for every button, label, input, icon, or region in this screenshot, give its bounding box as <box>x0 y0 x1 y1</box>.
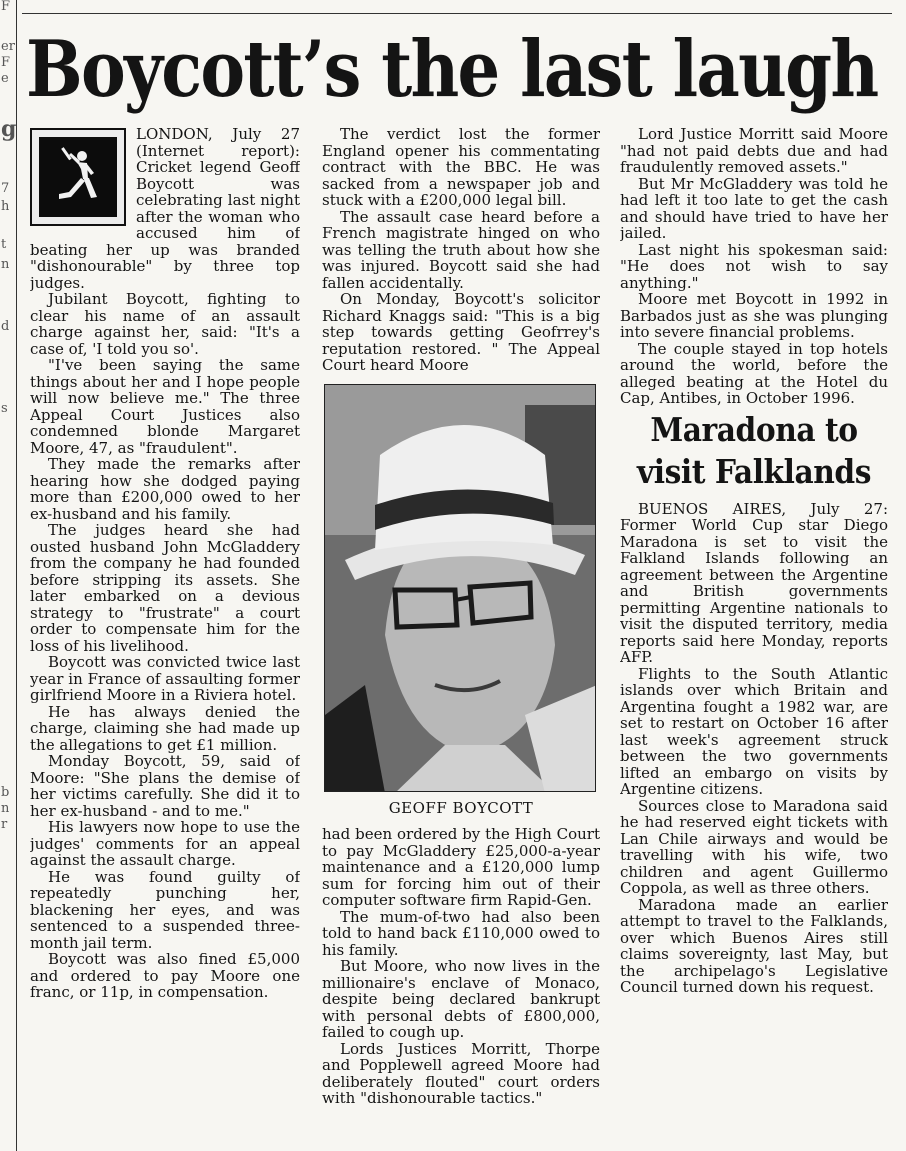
article-column-3 <box>620 126 888 1142</box>
headline: Boycott’s the last laugh <box>26 24 878 115</box>
second-story-paragraph: BUENOS AIRES, July 27: Former World Cup star Diego Maradona is set to visit the Falkland Islands following an agreement between the Argentine and British governments permitting Argentine nationals to visit the disputed territory, media reports said here Monday, reports AFP. <box>620 499 888 666</box>
story-paragraph: His lawyers now hope to use the judges' comments for an appeal against the assault charge. <box>30 818 300 869</box>
cricket-batsman-icon <box>47 145 109 209</box>
story-paragraph: Monday Boycott, 59, said of Moore: "She plans the demise of her victims carefully. She did it to her ex-husband - and to me." <box>30 752 300 820</box>
story-paragraph: Jubilant Boycott, fighting to clear his name of an assault charge against her, said: "It's a case of, 'I told you so'. <box>30 290 300 358</box>
story-paragraph: Boycott was also fined £5,000 and ordered to pay Moore one franc, or 11p, in compensation. <box>30 950 300 1001</box>
story-paragraph: But Moore, who now lives in the millionaire's enclave of Monaco, despite being declared bankrupt with personal debts of £800,000, failed to cough up. <box>322 957 600 1041</box>
edge-fragment: b <box>1 785 10 800</box>
story-paragraph: On Monday, Boycott's solicitor Richard Knaggs said: "This is a big step towards getting Geofrrey's reputation restored. " The Appeal Court heard Moore <box>322 290 600 374</box>
story-paragraph: The couple stayed in top hotels around the world, before the alleged beating at the Hotel du Cap, Antibes, in October 1996. <box>620 339 888 407</box>
story-paragraph: Lords Justices Morritt, Thorpe and Popplewell agreed Moore had deliberately flouted" court orders with "dishonourable tactics." <box>322 1039 600 1107</box>
boycott-photo <box>324 384 596 792</box>
story-paragraph: The verdict lost the former England opener his commentating contract with the BBC. He was sacked from a newspaper job and stuck with a £200,000 legal bill. <box>322 126 600 209</box>
story-paragraph: He has always denied the charge, claiming she had made up the allegations to get £1 million. <box>30 702 300 754</box>
story-paragraph: Last night his spokesman said: "He does not wish to say anything." <box>620 240 888 292</box>
second-story-headline: Maradona to visit Falklands <box>636 409 872 491</box>
article-column-1 <box>30 126 300 1142</box>
story-paragraph: Lord Justice Morritt said Moore "had not paid debts due and had fraudulently removed assets." <box>620 126 888 176</box>
portrait-image <box>325 385 596 792</box>
story-paragraph: LONDON, July 27 (Internet report): Cricket legend Geoff Boycott was celebrating last night after the woman who accused him of beating her up was branded "dishonourable" by three top judges. <box>30 126 300 292</box>
story-paragraph: They made the remarks after hearing how she dodged paying more than £200,000 owed to her ex-husband and his family. <box>30 455 300 523</box>
story-paragraph: had been ordered by the High Court to pay McGladdery £25,000-a-year maintenance and a £120,000 lump sum for forcing him out of their computer software firm Rapid-Gen. <box>322 825 600 909</box>
edge-fragment: r <box>1 817 8 832</box>
story-paragraph: The mum-of-two had also been told to hand back £110,000 owed to his family. <box>322 907 600 959</box>
edge-fragment: F <box>1 0 11 14</box>
edge-fragment: s <box>1 401 8 416</box>
edge-fragment: d <box>1 319 10 334</box>
story-paragraph: He was found guilty of repeatedly punching her, blackening her eyes, and was sentenced to a suspended three-month jail term. <box>30 867 300 952</box>
photo-caption: GEOFF BOYCOTT <box>388 798 534 817</box>
edge-fragment: g <box>1 116 17 142</box>
edge-fragment: F <box>1 55 11 70</box>
article-column-2 <box>322 126 600 1142</box>
second-story-paragraph: Sources close to Maradona said he had reserved eight tickets with Lan Chile airways and would be travelling with his wife, two children and agent Guillermo Coppola, as well as three others. <box>620 796 888 897</box>
story-paragraph: Moore met Boycott in 1992 in Barbados just as she was plunging into severe financial problems. <box>620 290 888 341</box>
second-story-paragraph: Maradona made an earlier attempt to travel to the Falklands, over which Buenos Aires still claims sovereignty, last May, but the archipelago's Legislative Council turned down his request. <box>620 895 888 996</box>
edge-fragment: n <box>1 257 10 272</box>
adjacent-page-edge <box>0 0 17 1151</box>
edge-fragment: n <box>1 801 10 816</box>
edge-fragment: t <box>1 237 7 252</box>
second-story-paragraph: Flights to the South Atlantic islands over which Britain and Argentina fought a 1982 war, are set to restart on October 16 after last week's agreement struck between the two governments lifted an embargo on visits by Argentine citizens. <box>620 664 888 798</box>
cricket-logo <box>30 128 126 226</box>
edge-fragment: 7 <box>1 181 10 196</box>
edge-fragment: er <box>1 39 15 54</box>
edge-fragment: h <box>1 199 10 214</box>
story-paragraph: Boycott was convicted twice last year in France of assaulting former girlfriend Moore in a Riviera hotel. <box>30 653 300 704</box>
story-paragraph: "I've been saying the same things about her and I hope people will now believe me." The three Appeal Court Justices also condemned blonde Margaret Moore, 47, as "fraudulent". <box>30 356 300 457</box>
story-paragraph: The judges heard she had ousted husband John McGladdery from the company he had founded before stripping its assets. She later embarked on a devious strategy to "frustrate" a court order to compensate him for the loss of his livelihood. <box>30 521 300 655</box>
story-paragraph: But Mr McGladdery was told he had left it too late to get the cash and should have tried to have her jailed. <box>620 174 888 242</box>
story-paragraph: The assault case heard before a French magistrate hinged on who was telling the truth about how she was injured. Boycott said she had fallen accidentally. <box>322 207 600 292</box>
edge-fragment: e <box>1 71 9 86</box>
